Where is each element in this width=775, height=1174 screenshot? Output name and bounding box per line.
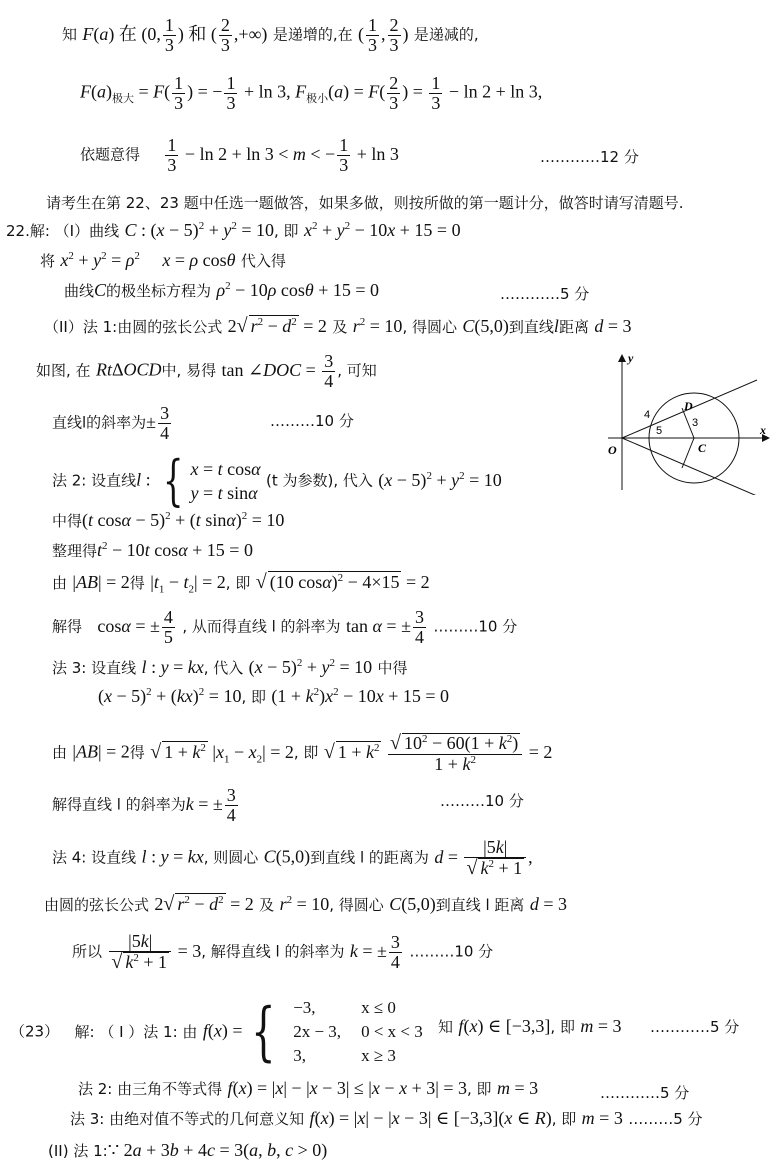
m2-line1: 法 2: 设直线l : { x = t cosα y = t sinα (t 为参数), 代入 $(x - 5)^2 + y^2 = 10$ [52, 449, 502, 512]
label-3: 3 [692, 417, 699, 429]
circle-figure [602, 350, 772, 495]
o-label: O [608, 443, 617, 457]
range-line: 依题意得 $\frac{1}{3}$ − ln 2 + ln 3 < m < − $\frac{1}{3}$ + ln 3 [80, 135, 399, 175]
m3-line3: 由 |AB| = 2得 √ $1 + k^2$ $|x_1 - x_2| = 2$, 即 √ $1 + k^2$ $\frac{√ 10^2 - 60(1 + k^2)}{1 + k^2}$ = 2 [52, 732, 553, 774]
case-row: 3, x ≥ 3 [293, 1046, 396, 1065]
m2-line3: 整理得$t^2 - 10t$ cosα + 15 = 0 [52, 540, 253, 560]
q23-m3: 法 3: 由绝对值不等式的几何意义知 f(x) = |x| − |x − 3| ∈ [−3,3](x ∈ R), 即 m = 3 ………5 分 [70, 1108, 703, 1128]
score-5c: …………5 分 [600, 1084, 690, 1102]
score-10a: ………10 分 [270, 412, 354, 430]
monotonic-line: 知 F(a) 在 (0, $\frac{1}{3}$ ) 和 ( $\frac{2}{3}$ ,+∞) 是递增的,在 ( $\frac{1}{3}$ , $\frac{2}{3}$ ) 是递减的, [62, 15, 479, 55]
q22-polar: 曲线C的极坐标方程为 $\rho^2 - 10\rho$ cosθ + 15 = 0 [64, 280, 380, 300]
m3-line1: 法 3: 设直线 l : y = kx, 代入 $(x - 5)^2 + y^2 = 10$ 中得 [52, 657, 408, 677]
q22-slope-line: 直线l的斜率为± $\frac{3}{4}$ [52, 403, 170, 443]
m2-line5: 解得 cosα = ± $\frac{4}{5}$ , 从而得直线 l 的斜率为 tan α = ± $\frac{3}{4}$ ………10 分 [52, 607, 518, 647]
extremum-line: $F(a)_{极大} = F$( $\frac{1}{3}$ ) = − $\frac{1}{3}$ + ln 3, $F_{极小}(a) = F$( $\frac{2}{3}$ ) = $\frac{1}{3}$ − ln 2 + ln 3, [80, 73, 543, 113]
q23-m2: 法 2: 由三角不等式得 f(x) = |x| − |x − 3| ≤ |x − x + 3| = 3, 即 m = 3 [78, 1078, 539, 1098]
label-5: 5 [656, 425, 663, 437]
m2-line4: 由 |AB| = 2得 $|t_1 - t_2| = 2$, 即 √ (10 cosα)$^2$ − 4×15 = 2 [52, 571, 430, 596]
segment-c-lower [682, 438, 694, 468]
case-row: 2x − 3, 0 < x < 3 [293, 1022, 423, 1041]
m4-line1: 法 4: 设直线 l : y = kx, 则圆心 C(5,0)到直线 l 的距离为 d = $\frac{|5k|}{√ k^2 + 1}$ , [52, 837, 533, 879]
x-label: x [760, 423, 766, 437]
q23-line1: （23） 解: （ I ）法 1: 由 f(x) = { −3, x ≤ 0 2x − 3, 0 < x < 3 3, x ≥ 3 [10, 996, 433, 1068]
q23-line1-right: 知 f(x) ∈ [−3,3], 即 m = 3 [438, 1016, 622, 1036]
notice-text: 请考生在第 22、23 题中任选一题做答，如果多做，则按所做的第一题计分，做答时请写清题号. [46, 194, 684, 212]
score-5a: …………5 分 [500, 285, 590, 303]
q22-sub: 将 $x^2 + y^2 = \rho^2$ x = ρ cosθ 代入得 [40, 250, 286, 270]
score-12: …………12 分 [540, 148, 639, 166]
q23-ii: (II) 法 1:∵ 2a + 3b + 4c = 3(a, b, c > 0) [48, 1140, 328, 1160]
tangent-line-lower [622, 438, 757, 495]
d-label: D [684, 399, 693, 413]
m4-line2: 由圆的弦长公式 2√ $r^2 - d^2 = 2$ 及 $r^2 = 10$, 得圆心 C(5,0)到直线 l 距离 d = 3 [44, 893, 567, 915]
m4-line3: 所以 $\frac{|5k|}{√ k^2 + 1}$ = 3, 解得直线 l 的斜率为 k = ± $\frac{3}{4}$ ………10 分 [72, 931, 494, 973]
case-row: −3, x ≤ 0 [293, 998, 396, 1017]
score-5b: …………5 分 [650, 1018, 740, 1036]
score-10c: ………10 分 [440, 792, 524, 810]
label-4: 4 [644, 409, 651, 421]
q22-ii-line: （II）法 1:由圆的弦长公式 2√ $r^2 - d^2 = 2$ 及 $r^2 = 10$, 得圆心 C(5,0)到直线l距离 d = 3 [44, 315, 632, 337]
m3-line2: $(x - 5)^2 + (kx)^2 = 10$, 即 $(1 + k^2)x^2 - 10x + 15 = 0$ [98, 686, 450, 706]
m2-line2: 中得(t cosα − 5)$^2$ + (t sinα)$^2$ = 10 [52, 510, 285, 530]
c-label: C [698, 441, 707, 455]
m3-line4: 解得直线 l 的斜率为k = ± $\frac{3}{4}$ [52, 785, 236, 825]
q22-rt-line: 如图, 在 RtΔOCD中, 易得 tan ∠DOC = $\frac{3}{4}$ , 可知 [36, 351, 377, 391]
y-label: y [628, 351, 634, 365]
q22-head: 22.解: （I）曲线 C : $(x - 5)^2 + y^2 = 10$, 即 $x^2 + y^2 - 10x + 15 = 0$ [6, 220, 461, 240]
